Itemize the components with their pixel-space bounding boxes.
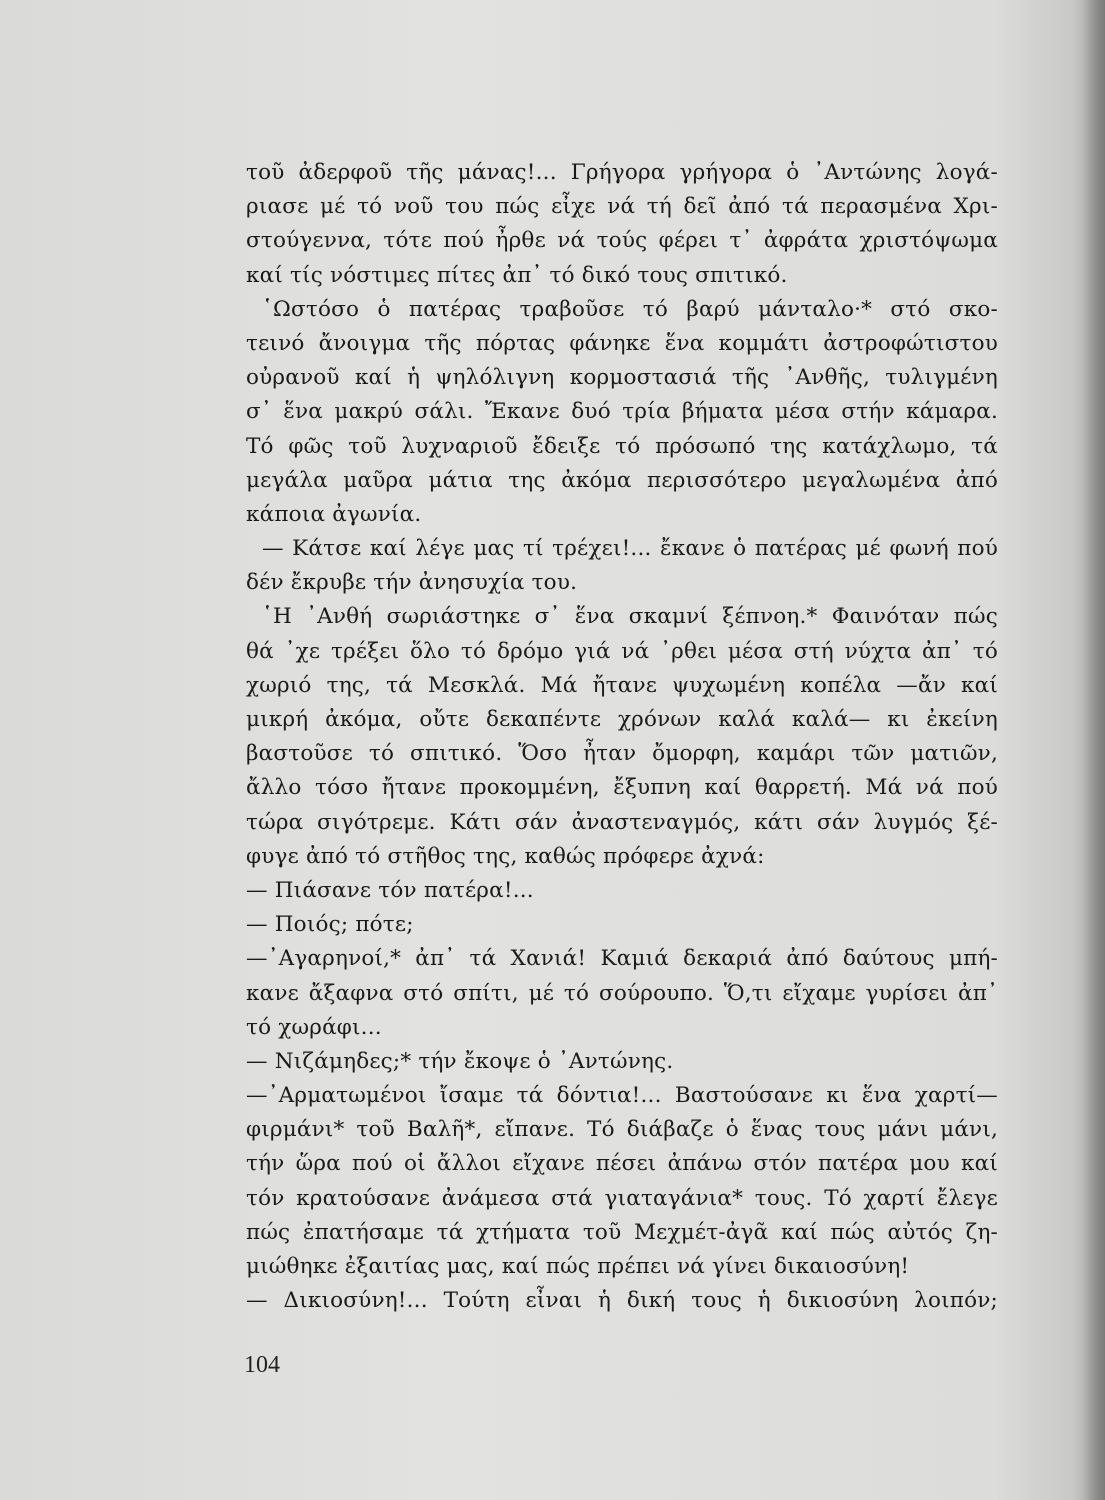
text-line: φιρμάνι* τοῦ Βαλῆ*, εἴπανε. Τό διάβαζε ὁ ἕνας τους μάνι μάνι, bbox=[246, 1117, 998, 1143]
text-line: — Δικιοσύνη!... Τούτη εἶναι ἡ δική τους ἡ δικιοσύνη λοιπόν; bbox=[246, 1288, 998, 1314]
text-line: οὐρανοῦ καί ἡ ψηλόλιγνη κορμοστασιά τῆς ᾿Ανθῆς, τυλιγμένη bbox=[246, 365, 998, 391]
page-number: 104 bbox=[244, 1352, 280, 1378]
text-line: δέν ἔκρυβε τήν ἀνησυχία του. bbox=[246, 570, 578, 596]
text-line: Τό φῶς τοῦ λυχναριοῦ ἔδειξε τό πρόσωπό της κατάχλωμο, τά bbox=[246, 433, 998, 459]
text-line: ριασε μέ τό νοῦ του πώς εἶχε νά τή δεῖ ἀπό τά περασμένα Χρι- bbox=[246, 194, 998, 220]
text-line: τώρα σιγότρεμε. Κάτι σάν ἀναστεναγμός, κάτι σάν λυγμός ξέ- bbox=[246, 809, 998, 835]
text-line: τήν ὥρα πού οἱ ἄλλοι εἴχανε πέσει ἀπάνω στόν πατέρα μου καί bbox=[246, 1151, 998, 1177]
text-line: μεγάλα μαῦρα μάτια της ἀκόμα περισσότερο μεγαλωμένα ἀπό bbox=[246, 467, 998, 493]
text-line: μιώθηκε ἐξαιτίας μας, καί πώς πρέπει νά γίνει δικαιοσύνη! bbox=[246, 1254, 910, 1279]
text-line: πώς ἐπατήσαμε τά χτήματα τοῦ Μεχμέτ-ἀγᾶ καί πώς αὐτός ζη- bbox=[246, 1219, 998, 1245]
text-line: βαστοῦσε τό σπιτικό. Ὅσο ἦταν ὄμορφη, καμάρι τῶν ματιῶν, bbox=[246, 741, 998, 767]
text-line: — Νιζάμηδες;* τήν ἔκοψε ὁ ᾿Αντώνης. bbox=[246, 1048, 674, 1074]
text-line: ῾Ωστόσο ὁ πατέρας τραβοῦσε τό βαρύ μάνταλο·* στό σκο- bbox=[262, 296, 998, 322]
text-line: — Πιάσανε τόν πατέρα!... bbox=[246, 877, 534, 903]
text-line: τοῦ ἀδερφοῦ τῆς μάνας!... Γρήγορα γρήγορα ὁ ᾿Αντώνης λογά- bbox=[246, 160, 998, 185]
text-line: —᾿Αρματωμένοι ἴσαμε τά δόντια!... Βαστούσανε κι ἕνα χαρτί— bbox=[246, 1083, 998, 1109]
text-line: τεινό ἄνοιγμα τῆς πόρτας φάνηκε ἕνα κομμάτι ἀστροφώτιστου bbox=[246, 330, 998, 356]
text-line: φυγε ἀπό τό στῆθος της, καθώς πρόφερε ἀχνά: bbox=[246, 843, 765, 869]
text-line: ῾Η ᾿Ανθή σωριάστηκε σ᾿ ἕνα σκαμνί ξέπνοη.* Φαινόταν πώς bbox=[262, 604, 998, 630]
text-line: καί τίς νόστιμες πίτες ἀπ᾿ τό δικό τους σπιτικό. bbox=[246, 262, 788, 288]
text-line: κανε ἄξαφνα στό σπίτι, μέ τό σούρουπο. Ὅ,τι εἴχαμε γυρίσει ἀπ᾿ bbox=[246, 980, 998, 1006]
text-line: τό χωράφι... bbox=[246, 1014, 382, 1040]
text-line: — Ποιός; πότε; bbox=[246, 912, 414, 938]
text-line: τόν κρατούσανε ἀνάμεσα στά γιαταγάνια* τους. Τό χαρτί ἔλεγε bbox=[246, 1185, 998, 1211]
text-line: σ᾿ ἕνα μακρύ σάλι. Ἔκανε δυό τρία βήματα μέσα στήν κάμαρα. bbox=[246, 399, 998, 425]
page-edge-shadow bbox=[1083, 0, 1105, 1500]
text-line: μικρή ἀκόμα, οὔτε δεκαπέντε χρόνων καλά καλά— κι ἐκείνη bbox=[246, 707, 998, 732]
text-line: χωριό της, τά Μεσκλά. Μά ἤτανε ψυχωμένη κοπέλα —ἄν καί bbox=[246, 672, 998, 698]
text-line: στούγεννα, τότε πού ἦρθε νά τούς φέρει τ᾿ ἀφράτα χριστόψωμα bbox=[246, 228, 998, 254]
text-line: —᾿Αγαρηνοί,* ἀπ᾿ τά Χανιά! Καμιά δεκαριά ἀπό δαύτους μπή- bbox=[246, 946, 998, 972]
text-line: — Κάτσε καί λέγε μας τί τρέχει!... ἔκανε ὁ πατέρας μέ φωνή πού bbox=[262, 536, 998, 562]
text-line: θά ᾿χε τρέξει ὅλο τό δρόμο γιά νά ᾿ρθει μέσα στή νύχτα ἀπ᾿ τό bbox=[246, 638, 998, 664]
text-line: ἄλλο τόσο ἤτανε προκομμένη, ἔξυπνη καί θαρρετή. Μά νά πού bbox=[246, 775, 998, 801]
text-line: κάποια ἀγωνία. bbox=[246, 501, 422, 527]
body-text bbox=[246, 156, 998, 1318]
